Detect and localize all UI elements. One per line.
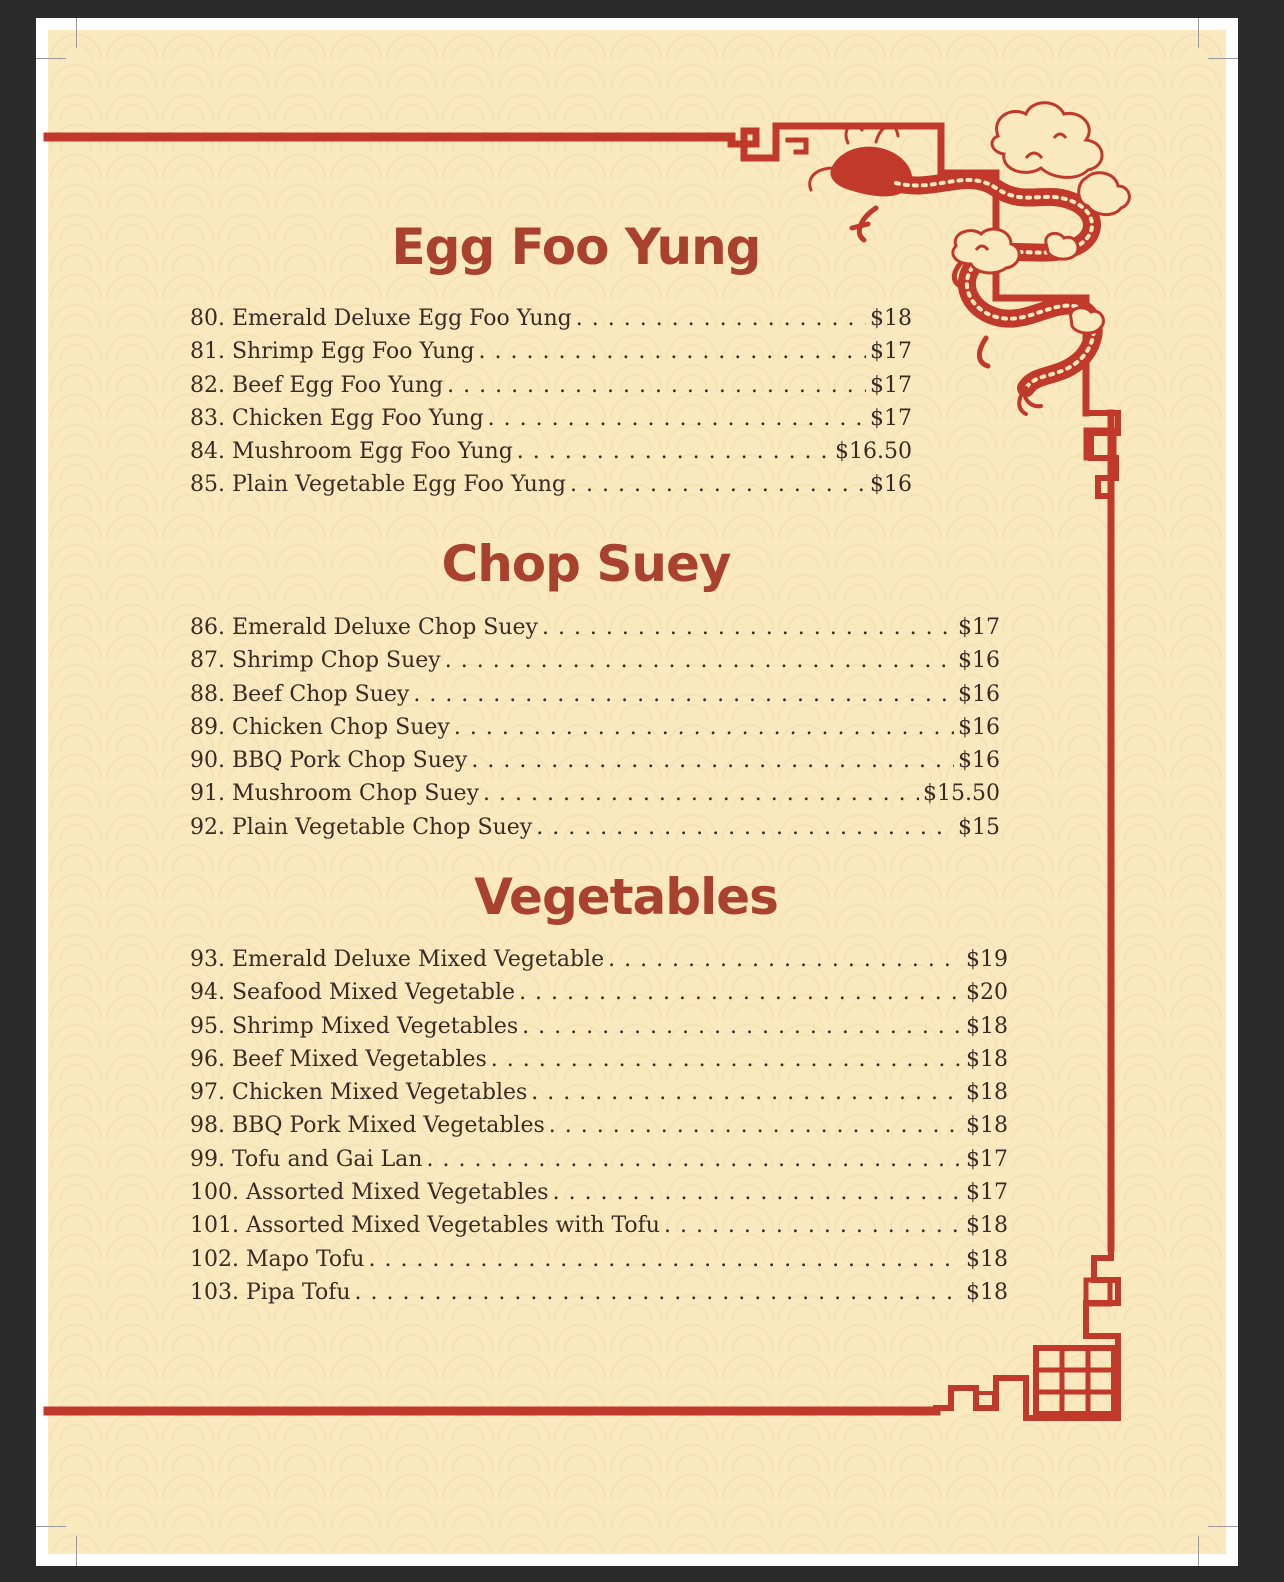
menu-item (190, 980, 1008, 1013)
item-price: $17 (958, 615, 1000, 640)
item-name: 99. Tofu and Gai Lan (190, 1146, 423, 1172)
item-price: $16 (958, 648, 1000, 674)
item-name: 88. Beef Chop Suey (190, 681, 410, 707)
dot-leader (471, 748, 954, 773)
dot-leader (664, 1213, 962, 1238)
menu-item (190, 648, 1000, 681)
item-name: 84. Mushroom Egg Foo Yung (190, 439, 513, 465)
menu-item (190, 781, 1000, 814)
item-price: $18 (870, 306, 912, 331)
dot-leader (531, 1080, 962, 1105)
menu-item (190, 682, 1000, 715)
item-price: $16 (870, 472, 912, 498)
dot-leader (519, 980, 962, 1005)
menu-item (190, 947, 1008, 980)
item-name: 101. Assorted Mixed Vegetables with Tofu (190, 1213, 660, 1239)
dot-leader (483, 781, 919, 806)
item-name: 93. Emerald Deluxe Mixed Vegetable (190, 947, 605, 972)
item-name: 80. Emerald Deluxe Egg Foo Yung (190, 306, 572, 331)
item-price: $20 (966, 980, 1008, 1006)
item-price: $18 (966, 1279, 1008, 1305)
item-name: 90. BBQ Pork Chop Suey (190, 748, 468, 774)
item-price: $15 (958, 814, 1000, 840)
item-name: 92. Plain Vegetable Chop Suey (190, 814, 533, 840)
dot-leader (517, 439, 831, 464)
menu-item (190, 1080, 1008, 1113)
item-price: $18 (966, 1246, 1008, 1272)
dot-leader (447, 373, 866, 398)
dot-leader (445, 648, 954, 673)
item-name: 81. Shrimp Egg Foo Yung (190, 339, 475, 365)
menu-list-chop-suey (190, 615, 1000, 848)
menu-item (190, 339, 912, 372)
menu-list-vegetables (190, 947, 1008, 1313)
item-name: 91. Mushroom Chop Suey (190, 781, 480, 807)
item-name: 98. BBQ Pork Mixed Vegetables (190, 1113, 545, 1139)
item-price: $16 (958, 681, 1000, 707)
dot-leader (355, 1280, 962, 1305)
dot-leader (570, 472, 866, 497)
dot-leader (426, 1147, 962, 1172)
item-name: 96. Beef Mixed Vegetables (190, 1046, 487, 1072)
section-title-chop-suey: Chop Suey (441, 535, 731, 593)
menu-item (190, 373, 912, 406)
item-name: 82. Beef Egg Foo Yung (190, 372, 444, 398)
menu-item (190, 1213, 1008, 1246)
item-price: $18 (966, 1046, 1008, 1072)
section-title-vegetables: Vegetables (474, 868, 778, 926)
item-price: $16.50 (835, 439, 912, 465)
dot-leader (491, 1047, 962, 1072)
menu-item (190, 406, 912, 439)
item-price: $17 (870, 405, 912, 431)
section-title-egg-foo-yung: Egg Foo Yung (391, 218, 761, 276)
item-price: $16 (958, 714, 1000, 740)
menu-item (190, 1147, 1008, 1180)
menu-item (190, 748, 1000, 781)
menu-item (190, 615, 1000, 648)
menu-item (190, 1180, 1008, 1213)
item-name: 85. Plain Vegetable Egg Foo Yung (190, 472, 567, 498)
menu-item (190, 472, 912, 505)
item-name: 103. Pipa Tofu (190, 1279, 351, 1305)
item-name: 102. Mapo Tofu (190, 1246, 365, 1272)
menu-item (190, 1113, 1008, 1146)
dot-leader (522, 1014, 962, 1039)
dot-leader (576, 306, 866, 331)
dot-leader (608, 947, 962, 972)
item-price: $17 (870, 339, 912, 365)
menu-item (190, 1047, 1008, 1080)
menu-page (36, 18, 1238, 1566)
item-name: 94. Seafood Mixed Vegetable (190, 980, 516, 1006)
item-name: 87. Shrimp Chop Suey (190, 648, 441, 674)
item-name: 95. Shrimp Mixed Vegetables (190, 1013, 519, 1039)
dot-leader (413, 682, 954, 707)
menu-item (190, 1014, 1008, 1047)
menu-item (190, 1247, 1008, 1280)
menu-item (190, 439, 912, 472)
item-price: $18 (966, 1080, 1008, 1106)
item-name: 97. Chicken Mixed Vegetables (190, 1080, 528, 1106)
dot-leader (479, 339, 866, 364)
item-name: 86. Emerald Deluxe Chop Suey (190, 615, 538, 640)
item-name: 83. Chicken Egg Foo Yung (190, 405, 484, 431)
item-price: $17 (870, 372, 912, 398)
item-price: $18 (966, 1013, 1008, 1039)
menu-item (190, 306, 912, 339)
item-price: $18 (966, 1213, 1008, 1239)
item-price: $15.50 (923, 781, 1000, 807)
item-price: $19 (966, 947, 1008, 972)
item-name: 89. Chicken Chop Suey (190, 714, 450, 740)
item-price: $18 (966, 1113, 1008, 1139)
dot-leader (454, 715, 954, 740)
dot-leader (368, 1247, 962, 1272)
item-price: $17 (966, 1180, 1008, 1206)
menu-item (190, 815, 1000, 848)
item-price: $17 (966, 1146, 1008, 1172)
item-price: $16 (958, 748, 1000, 774)
item-name: 100. Assorted Mixed Vegetables (190, 1180, 549, 1206)
dot-leader (553, 1180, 962, 1205)
menu-list-egg-foo-yung (190, 306, 912, 506)
dot-leader (542, 615, 954, 640)
menu-item (190, 1280, 1008, 1313)
dot-leader (536, 815, 954, 840)
dot-leader (488, 406, 866, 431)
menu-item (190, 715, 1000, 748)
dot-leader (549, 1113, 962, 1138)
